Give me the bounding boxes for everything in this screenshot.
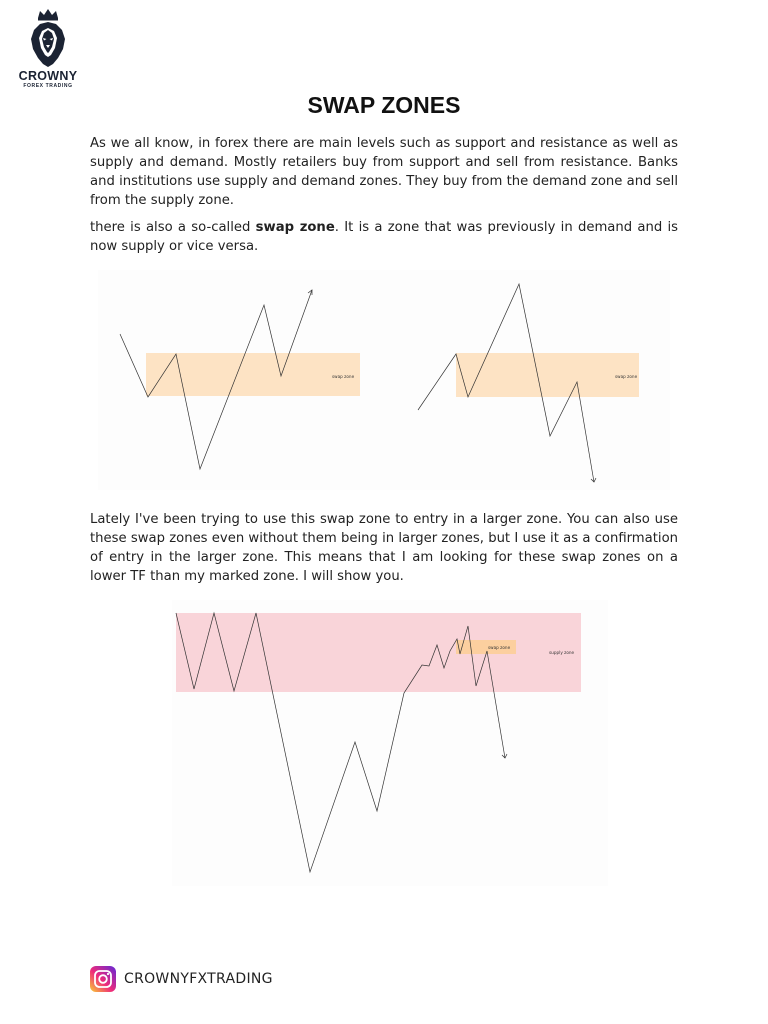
supply-zone-label: supply zone: [549, 650, 575, 655]
left-swap-zone: [146, 353, 360, 396]
swap-zone-text-before: there is also a so-called: [90, 220, 256, 235]
right-swap-zone-label: swap zone: [615, 374, 638, 379]
swap-zone-paragraph: [90, 218, 678, 256]
lion-crown-icon: [25, 8, 71, 68]
swap-zone-diagram: [98, 270, 670, 490]
footer: [90, 964, 273, 994]
swap-zone-term: swap zone: [255, 220, 335, 235]
right-swap-zone: [456, 353, 639, 397]
intro-paragraph: As we all know, in forex there are main levels such as support and resistance as well as supply and demand. Mostly retailers buy from support and sell from resistance. Banks and institutions use supply and demand zones. They buy from the demand zone and sell from the supply zone.: [90, 136, 678, 208]
larger-zone-paragraph: Lately I've been trying to use this swap zone to entry in a larger zone. You can also use these swap zones even without them being in larger zones, but I use it as a confirmation of entry in the larger zone. This means that I am looking for these swap zones on a lower TF than my marked zone. I will show you.: [90, 512, 678, 584]
instagram-icon[interactable]: [90, 966, 116, 992]
brand-tagline: FOREX TRADING: [23, 83, 73, 89]
instagram-handle[interactable]: CROWNYFXTRADING: [124, 971, 273, 987]
swap-zone-text-after: . It is a zone that was previously in demand and is now supply or vice versa.: [90, 220, 679, 254]
brand-name: CROWNY: [18, 69, 78, 83]
small-swap-zone-label: swap zone: [488, 645, 511, 650]
left-swap-zone-label: swap zone: [332, 374, 355, 379]
supply-zone-diagram: [172, 600, 608, 886]
brand-logo: [12, 8, 84, 89]
page-title: SWAP ZONES: [307, 92, 461, 118]
